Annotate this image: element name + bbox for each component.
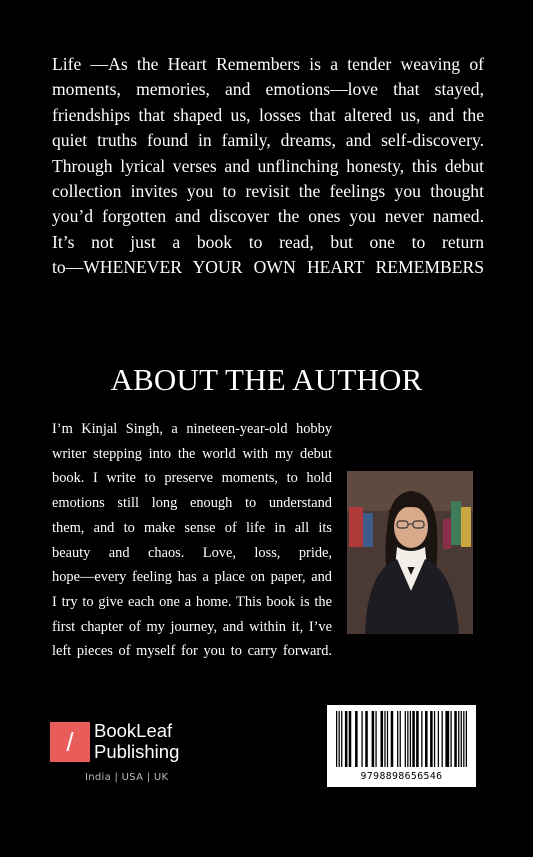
isbn-number: 9798898656546: [360, 771, 443, 782]
bio-line: I try to give each one a home. This book is the: [52, 593, 332, 610]
barcode-bar: [391, 711, 394, 767]
barcode-bar: [400, 711, 401, 767]
author-bio: [52, 417, 332, 664]
barcode-bar: [461, 711, 462, 767]
blurb-line: quiet truths found in family, dreams, and self-discovery.: [52, 130, 484, 151]
barcode-bar: [387, 711, 388, 767]
blurb-line: friendships that shaped us, losses that altered us, and the: [52, 104, 484, 125]
barcode-bar: [339, 711, 340, 767]
author-photo: [347, 471, 473, 634]
bio-line: writer stepping into the world with my debut: [52, 445, 332, 462]
publisher-name: [94, 720, 179, 762]
barcode-bar: [361, 711, 362, 767]
barcode-bar: [405, 711, 406, 767]
barcode-bar: [463, 711, 464, 767]
barcode-bar: [372, 711, 375, 767]
barcode-bars: [334, 711, 469, 767]
barcode-bar: [349, 711, 352, 767]
barcode-bar: [412, 711, 415, 767]
barcode-bar: [442, 711, 443, 767]
barcode-bar: [345, 711, 348, 767]
barcode-bar: [397, 711, 398, 767]
publisher-regions: India | USA | UK: [85, 772, 169, 783]
blurb-line: collection invites you to revisit the feelings you thought: [52, 181, 484, 202]
bio-line: I’m Kinjal Singh, a nineteen-year-old hobby: [52, 421, 332, 437]
barcode-bar: [430, 711, 433, 767]
barcode-bar: [355, 711, 358, 767]
bio-line: them, and to make sense of life in all its: [52, 519, 332, 536]
barcode-bar: [410, 711, 411, 767]
publisher-logo-mark: /: [50, 722, 90, 762]
publisher-name-line1: BookLeaf: [94, 720, 173, 741]
publisher-logo: [50, 720, 220, 770]
bio-line: beauty and chaos. Love, loss, pride,: [52, 544, 332, 561]
barcode-bar: [466, 711, 467, 767]
barcode-bar: [445, 711, 449, 767]
bio-line: first chapter of my journey, and within it, I’ve: [52, 618, 332, 635]
barcode-bar: [434, 711, 435, 767]
barcode-bar: [416, 711, 419, 767]
barcode-bar: [438, 711, 439, 767]
barcode-bar: [365, 711, 368, 767]
barcode-bar: [421, 711, 422, 767]
blurb-line: Life —As the Heart Remembers is a tender weaving of: [52, 54, 484, 74]
blurb-line: Through lyrical verses and unflinching honesty, this debut: [52, 155, 484, 176]
bio-line: book. I write to preserve moments, to hold: [52, 470, 332, 487]
barcode-bar: [458, 711, 459, 767]
barcode-bar: [375, 711, 376, 767]
isbn-barcode: [327, 705, 476, 787]
about-the-author-heading: ABOUT THE AUTHOR: [110, 362, 423, 397]
blurb-line: you’d forgotten and discover the ones you never named.: [52, 206, 484, 227]
blurb-line: It’s not just a book to read, but one to return: [52, 231, 484, 252]
blurb-line: moments, memories, and emotions—love that stayed,: [52, 79, 484, 100]
barcode-bar: [454, 711, 457, 767]
bio-line: emotions still long enough to understand: [52, 495, 332, 512]
bio-line: hope—every feeling has a place on paper, and: [52, 569, 332, 586]
publisher-name-line2: Publishing: [94, 741, 180, 762]
barcode-bar: [407, 711, 408, 767]
bio-line: left pieces of myself for you to carry forward.: [52, 643, 332, 660]
barcode-bar: [450, 711, 451, 767]
back-cover-blurb: [52, 52, 484, 281]
barcode-bar: [384, 711, 385, 767]
barcode-bar: [425, 711, 428, 767]
blurb-line: to—WHENEVER YOUR OWN HEART REMEMBERS: [52, 257, 484, 278]
barcode-bar: [336, 711, 337, 767]
barcode-bar: [381, 711, 384, 767]
barcode-bar: [341, 711, 342, 767]
